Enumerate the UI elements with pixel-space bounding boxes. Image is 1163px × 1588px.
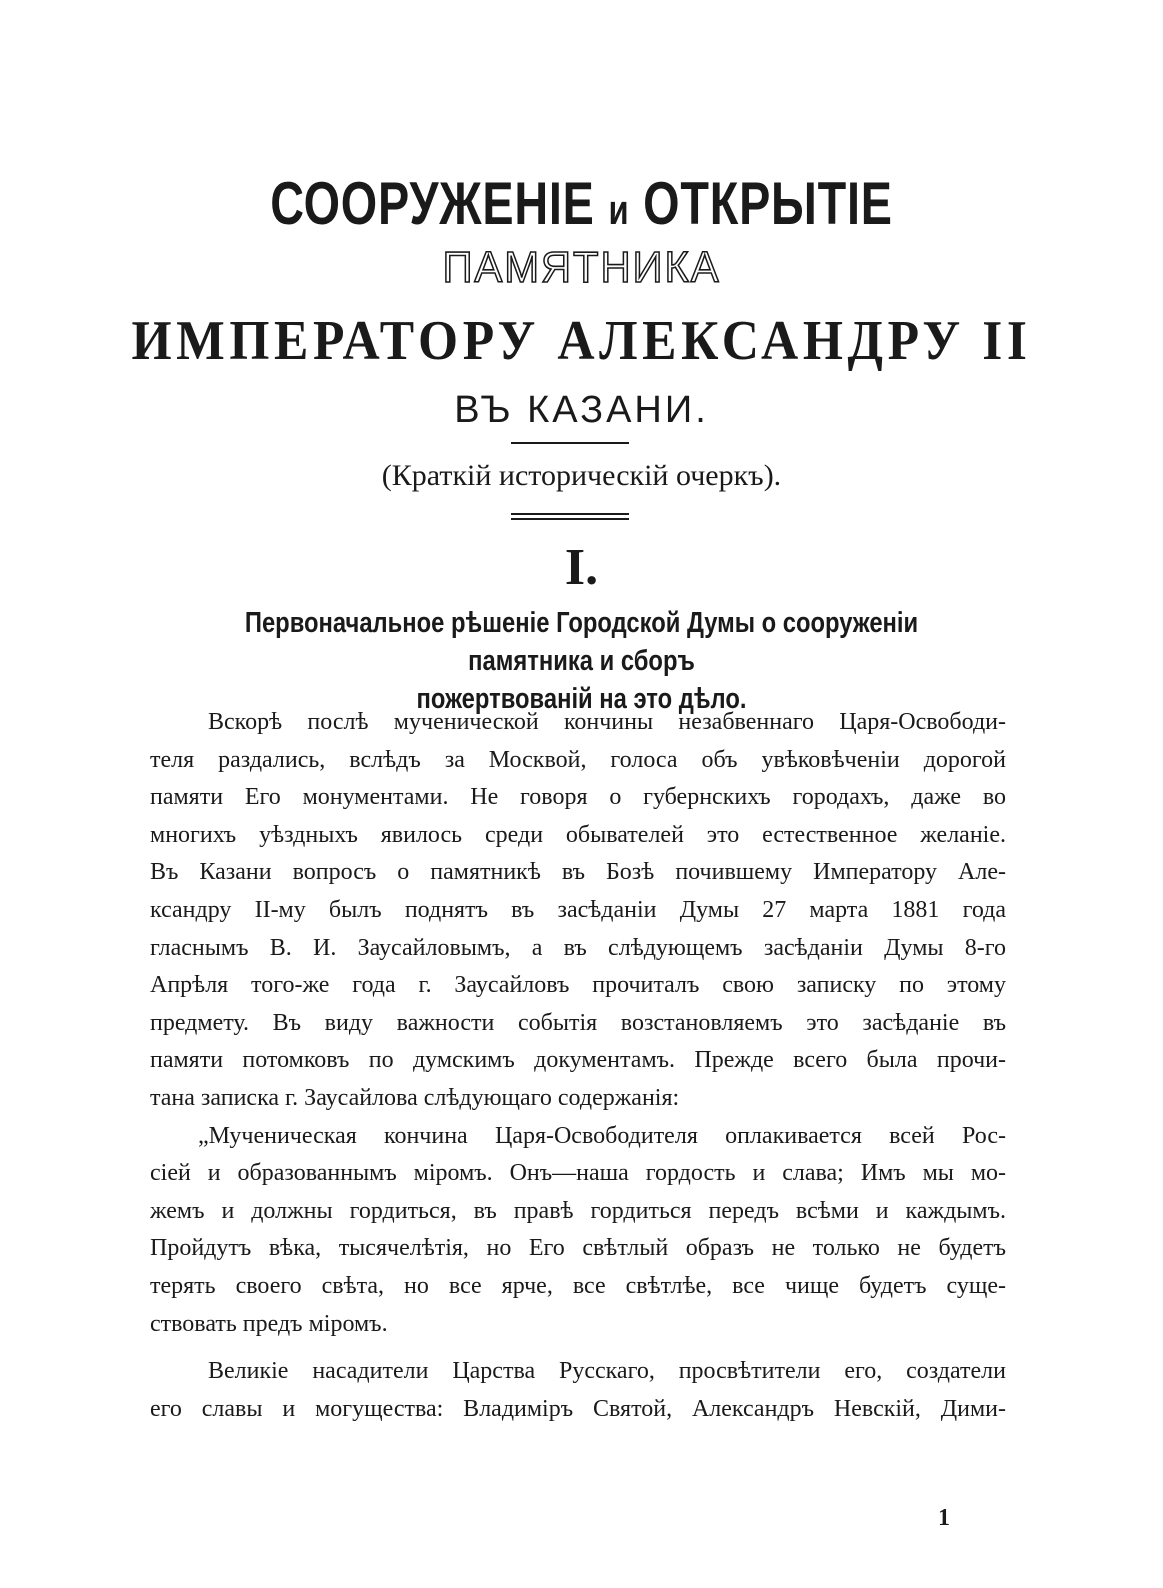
chapter-heading <box>203 604 960 718</box>
title-word-and: и <box>608 186 630 233</box>
chapter-number: I. <box>564 539 599 596</box>
subtitle: (Краткій историческій очеркъ). <box>381 459 782 492</box>
text-line: Въ Казани вопросъ о памятникѣ въ Бозѣ почившему Императору Але- <box>150 859 1006 886</box>
text-line: ксандру II-му былъ поднятъ въ засѣданіи Думы 27 марта 1881 года <box>150 896 1006 923</box>
title-line-2: ПАМЯТНИКА <box>442 243 721 292</box>
text-line: памяти Его монументами. Не говоря о губернскихъ городахъ, даже во <box>150 784 1006 811</box>
text-line: его славы и могущества: Владиміръ Святой, Александръ Невскій, Дими- <box>150 1395 1006 1422</box>
text-line: памяти потомковъ по думскимъ документамъ. Прежде всего была прочи- <box>150 1047 1006 1074</box>
text-line: Вскорѣ послѣ мученической кончины незабвеннаго Царя-Освободи- <box>208 709 1006 735</box>
text-line: предмету. Въ виду важности событія возстановляемъ это засѣданіе въ <box>150 1009 1006 1036</box>
text-line: Пройдутъ вѣка, тысячелѣтія, но Его свѣтлый образъ не только не будетъ <box>150 1235 1006 1262</box>
chapter-heading-line: пожертвованій на это дѣло. <box>416 683 747 715</box>
body-text <box>150 704 1006 1428</box>
text-line: жемъ и должны гордиться, въ правѣ гордиться передъ всѣми и каждымъ. <box>150 1197 1006 1224</box>
text-line: многихъ уѣздныхъ явилось среди обывателей это естественное желаніе. <box>150 821 1006 848</box>
divider-double-bottom <box>511 518 629 520</box>
page-number: 1 <box>938 1505 950 1531</box>
text-line: теля раздались, вслѣдъ за Москвой, голоса объ увѣковѣченіи дорогой <box>150 746 1006 773</box>
text-line: терять своего свѣта, но все ярче, все свѣтлѣе, все чище будетъ суще- <box>150 1272 1006 1299</box>
title-word-opening: ОТКРЫТІЕ <box>643 170 893 237</box>
text-line: ствовать предъ міромъ. <box>150 1310 388 1337</box>
title-line-4: ВЪ КАЗАНИ. <box>454 389 709 431</box>
divider-double-top <box>511 513 629 515</box>
divider-short <box>511 442 629 444</box>
chapter-heading-line: Первоначальное рѣшеніе Городской Думы о сооруженіи памятника и сборъ <box>244 607 919 677</box>
text-line: Великіе насадители Царства Русскаго, просвѣтители его, создатели <box>208 1358 1006 1385</box>
text-line: сіей и образованнымъ міромъ. Онъ—наша гордость и слава; Имъ мы мо- <box>150 1160 1006 1187</box>
text-line: гласнымъ В. И. Заусайловымъ, а въ слѣдующемъ засѣданіи Думы 8-го <box>150 934 1006 961</box>
text-line: тана записка г. Заусайлова слѣдующаго содержанія: <box>150 1084 680 1111</box>
text-line: Апрѣля того-же года г. Заусайловъ прочиталъ свою записку по этому <box>150 972 1006 999</box>
title-line-3: ИМПЕРАТОРУ АЛЕКСАНДРУ II <box>131 310 1032 372</box>
title-line-1 <box>128 168 1035 246</box>
text-line: „Мученическая кончина Царя-Освободителя оплакивается всей Рос- <box>198 1122 1006 1149</box>
title-word-construction: СООРУЖЕНІЕ <box>270 170 595 237</box>
